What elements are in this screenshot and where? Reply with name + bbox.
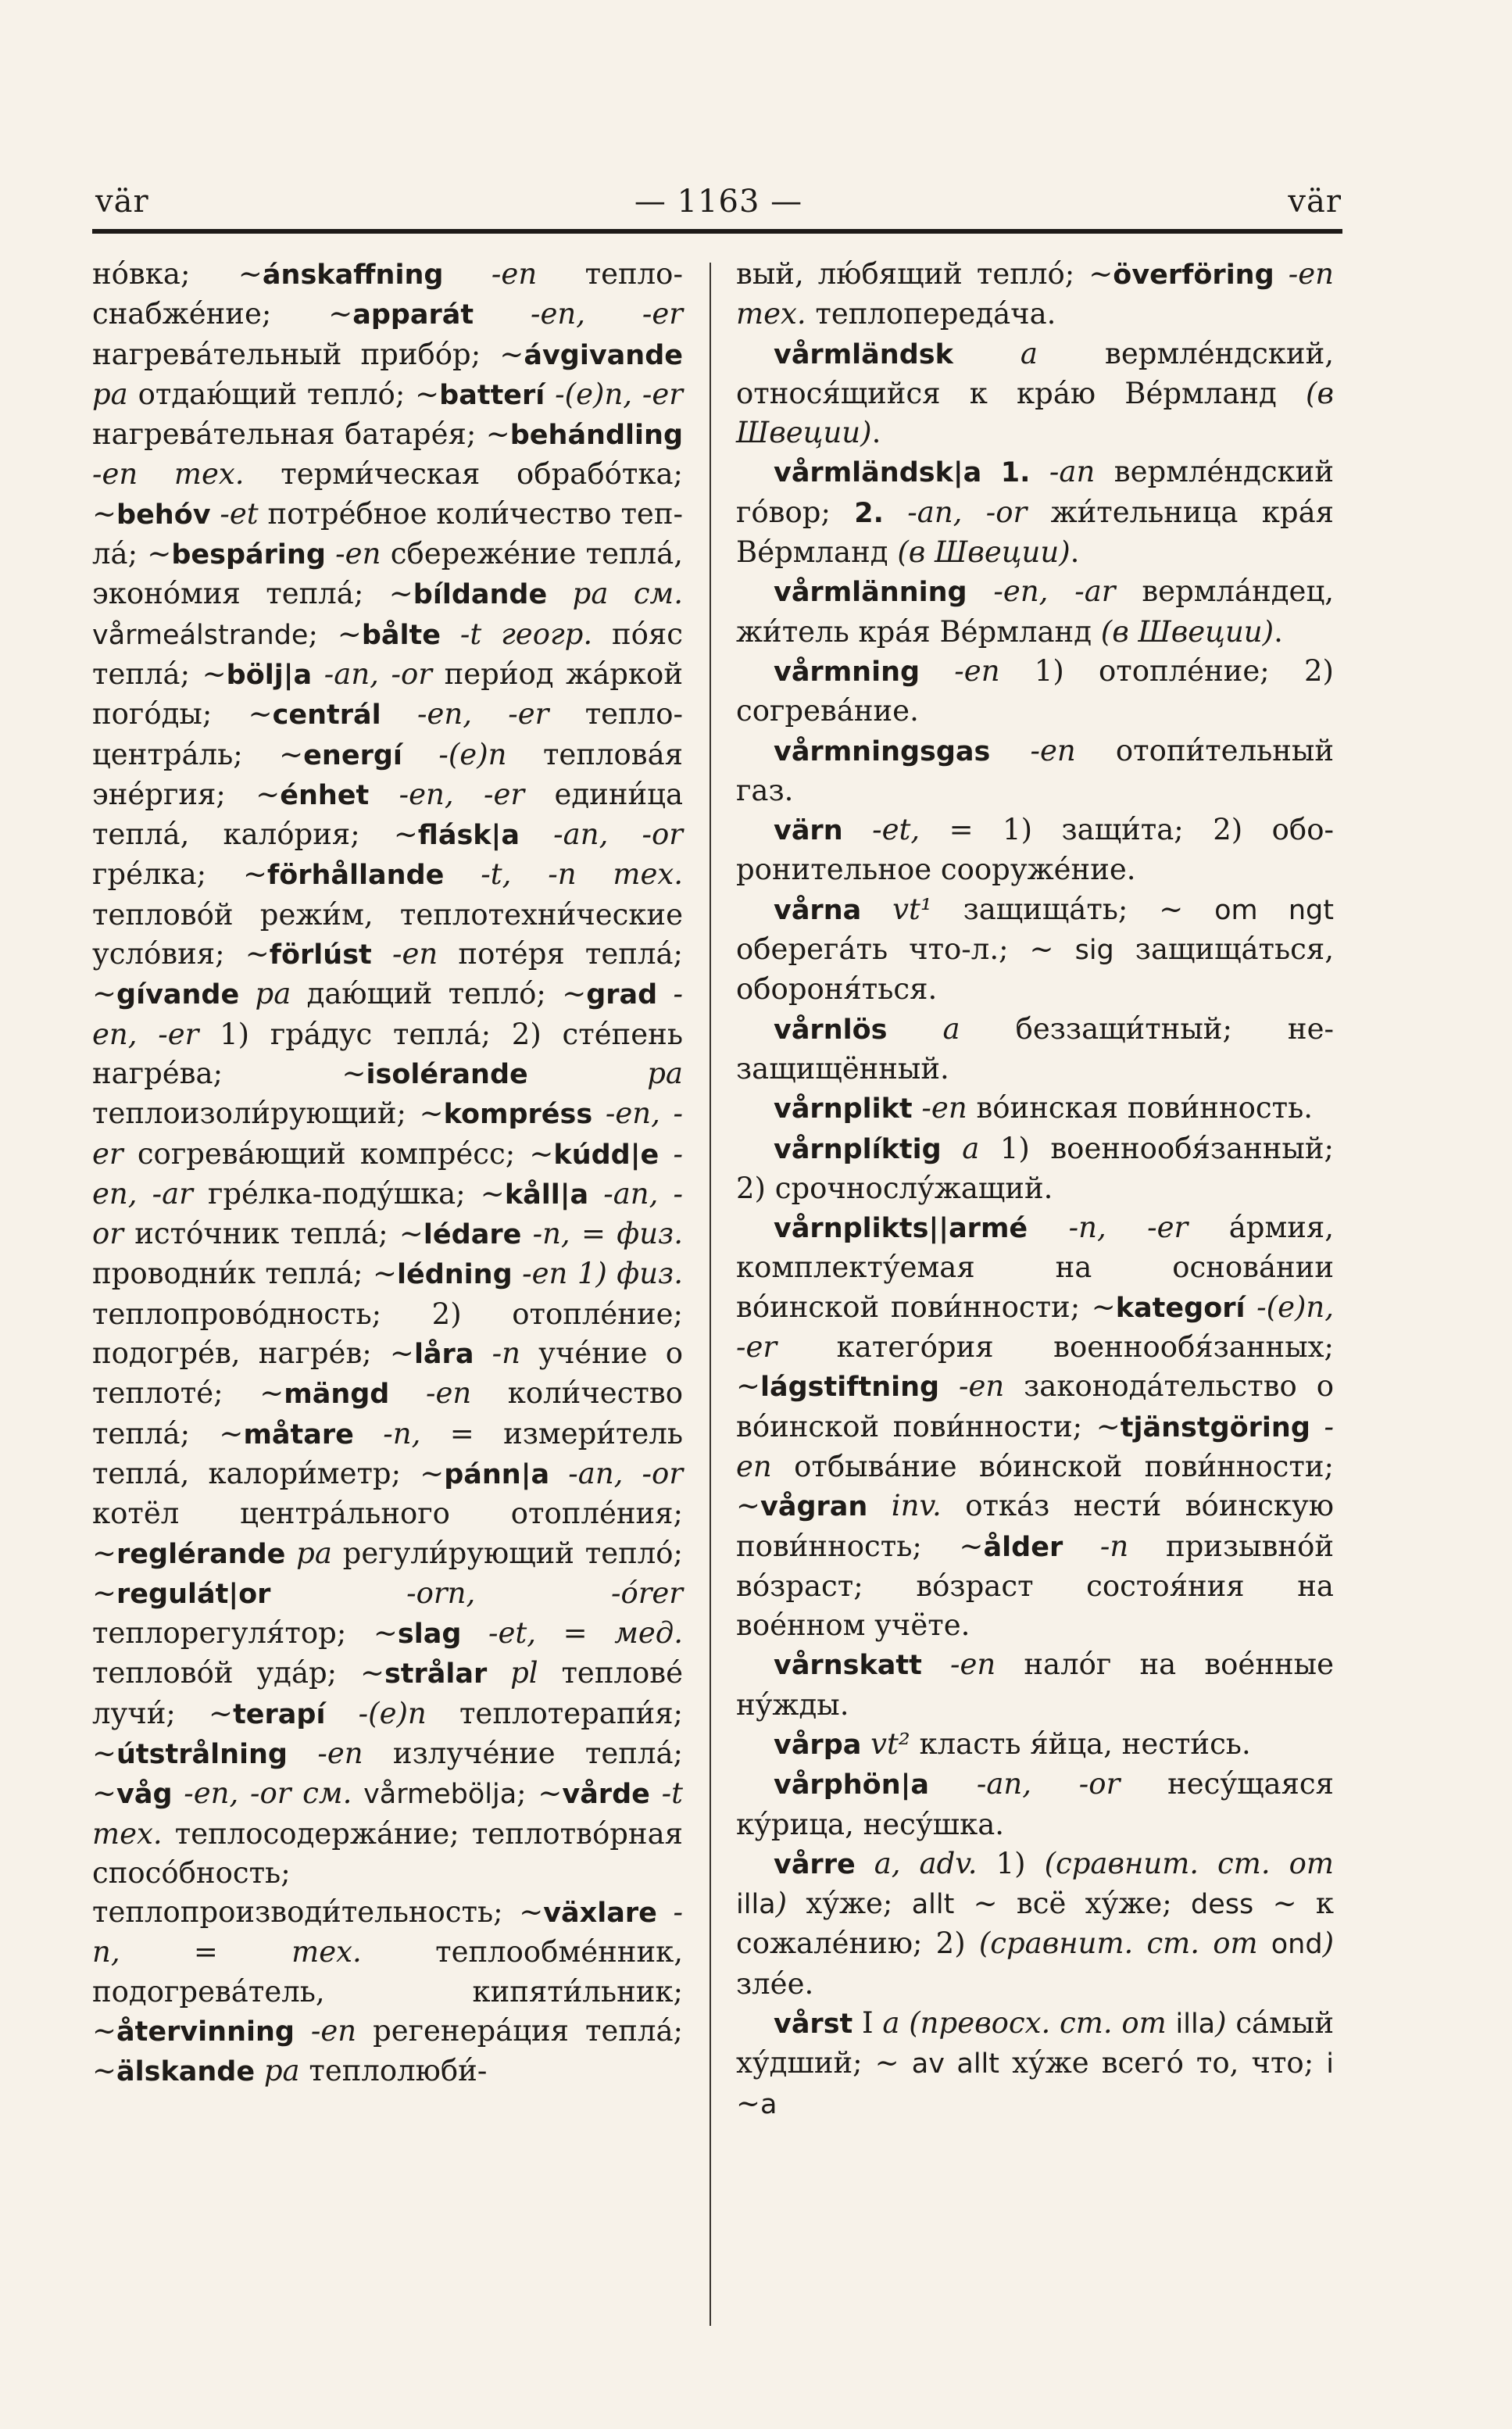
headword: låra xyxy=(413,1339,474,1371)
grammar-note: a (превосх. ст. от xyxy=(882,2006,1176,2041)
translation-text: отопи́тельный газ. xyxy=(736,733,1334,807)
grammar-note: a xyxy=(941,1131,1000,1165)
translation-text: отдаю́щий тепло́; ~ xyxy=(138,377,440,411)
translation-text: во́инская пови́нность. xyxy=(976,1091,1313,1125)
swedish-text: i xyxy=(1326,2048,1334,2080)
right-column xyxy=(736,255,1334,2124)
grammar-note: (в Швеции) xyxy=(897,535,1071,570)
grammar-note: ) xyxy=(1215,2006,1227,2041)
page-number: — 1163 — xyxy=(634,184,803,220)
translation-text: согрева́ющий компре́сс; ~ xyxy=(137,1136,554,1171)
headword: terapí xyxy=(233,1698,326,1730)
grammar-note: a xyxy=(953,336,1106,370)
translation-text: несу́щаяся ку́рица, несу́шка. xyxy=(736,1767,1334,1841)
translation-text xyxy=(981,455,1001,488)
headword: ålder xyxy=(983,1531,1063,1563)
translation-text: исто́чник тепла́; ~ xyxy=(134,1217,424,1251)
dictionary-entry xyxy=(736,1645,1334,1725)
translation-text: са́мый ху́дший; ~ xyxy=(736,2006,1335,2080)
grammar-note: a xyxy=(887,1011,1016,1046)
dictionary-entry xyxy=(736,1129,1334,1209)
headword: 1. xyxy=(1000,457,1031,489)
headword: vågran xyxy=(760,1491,868,1523)
translation-text: 1) военнообя́занный; 2) срочнослу́жащий. xyxy=(736,1131,1334,1205)
headword: värn xyxy=(774,815,843,847)
grammar-note: pa см. xyxy=(547,577,683,611)
headword: vårphön|a xyxy=(774,1769,930,1801)
translation-text: ; ~ xyxy=(308,617,362,651)
translation-text: котёл центра́льного отопле́ния; ~ xyxy=(92,1497,683,1570)
headword: vårpa xyxy=(774,1729,862,1761)
dictionary-entry xyxy=(736,1089,1334,1129)
swedish-text: om ngt xyxy=(1214,894,1334,926)
headword: vårmning xyxy=(774,656,920,688)
swedish-text: a xyxy=(760,2088,777,2120)
grammar-note: pa xyxy=(285,1536,343,1570)
header-rule xyxy=(92,229,1342,234)
grammar-note: -en, -er xyxy=(92,977,683,1051)
grammar-note: -(e)n xyxy=(402,737,543,771)
grammar-note: (в Швеции) xyxy=(1100,614,1274,649)
translation-text: оберега́ть что-л.; ~ xyxy=(736,932,1075,967)
headword: reglérande xyxy=(116,1538,286,1570)
translation-text: теплоснабже́ние; ~ xyxy=(92,257,683,331)
translation-text: теплово́й режи́м, теплотехни́ческие усло́вия; ~ xyxy=(92,897,683,971)
grammar-note: -n xyxy=(474,1336,539,1371)
translation-text: нагрева́тельный прибо́р; ~ xyxy=(92,337,524,371)
translation-text: вый, лю́бящий тепло́; ~ xyxy=(736,257,1113,291)
swedish-text: illa xyxy=(736,1889,776,1921)
dictionary-entry xyxy=(736,572,1334,652)
dictionary-entry xyxy=(736,453,1334,572)
translation-text: ху́же всего́ то, что; xyxy=(999,2046,1327,2080)
headword: 2. xyxy=(854,497,884,529)
translation-text: теплове́ лучи́; ~ xyxy=(92,1656,683,1730)
grammar-note: -en, -er xyxy=(92,1096,683,1171)
grammar-note: -t, -n тех. xyxy=(444,857,684,892)
grammar-note: -en тех. xyxy=(736,257,1334,331)
swedish-text: allt xyxy=(911,1889,955,1921)
headword: vårst xyxy=(774,2009,853,2041)
headword: vårmländsk|a xyxy=(774,457,982,489)
grammar-note: -an, -or xyxy=(929,1767,1168,1801)
translation-text: пери́од жа́ркой пого́ды; ~ xyxy=(92,656,683,732)
translation-text: катего́рия военнообя́занных; ~ xyxy=(736,1330,1334,1404)
grammar-note: -en xyxy=(920,653,1035,688)
grammar-note: vt² xyxy=(861,1726,920,1761)
translation-text: уче́ние о теплоте́; ~ xyxy=(92,1336,683,1411)
translation-text: теплопрово́дность; 2) отопле́ние; подогре́в, нагре́в; ~ xyxy=(92,1297,683,1371)
headword: batterí xyxy=(439,379,545,411)
headword: regulát|or xyxy=(116,1578,271,1610)
translation-text: теплоцентра́ль; ~ xyxy=(92,697,684,771)
headword: kompréss xyxy=(443,1099,593,1131)
translation-text: проводни́к тепла́; ~ xyxy=(92,1257,397,1291)
headword: apparát xyxy=(352,299,474,331)
grammar-note: -an xyxy=(1030,455,1114,489)
grammar-note: -an, -or xyxy=(92,1176,683,1251)
headword: växlare xyxy=(543,1898,657,1930)
translation-text: терми́ческая обрабо́тка; ~ xyxy=(92,457,683,531)
grammar-note: (сравнит. ст. от xyxy=(1044,1846,1334,1880)
headword: måtare xyxy=(243,1418,354,1451)
translation-text: едини́ца тепла́, кало́рия; ~ xyxy=(92,777,683,852)
grammar-note: -en, -er xyxy=(474,297,683,331)
grammar-note: -en, -ar xyxy=(92,1136,683,1211)
dictionary-entry xyxy=(736,1208,1334,1645)
translation-text: излуче́ние тепла́; ~ xyxy=(92,1736,683,1811)
headword: strålar xyxy=(384,1658,488,1690)
headword: lédning xyxy=(396,1259,513,1291)
headword: lédare xyxy=(423,1219,522,1251)
headword: vårre xyxy=(774,1848,856,1880)
grammar-note: -en, -er xyxy=(369,777,555,811)
translation-text: 1) защи́та; 2) оборонительное сооруже́ние. xyxy=(736,813,1334,887)
dictionary-entry xyxy=(736,1844,1334,2004)
headword: överföring xyxy=(1113,259,1274,291)
headword: centrál xyxy=(272,699,381,732)
grammar-note: -en xyxy=(990,733,1116,767)
swedish-text: av allt xyxy=(911,2048,999,2080)
translation-text: класть я́йца, нести́сь. xyxy=(919,1726,1251,1761)
dictionary-entry xyxy=(736,1725,1334,1765)
headword: ávgivande xyxy=(524,339,683,371)
swedish-text: ond xyxy=(1271,1929,1323,1961)
grammar-note: -en, -ar xyxy=(967,574,1142,609)
headword: vårnplíktig xyxy=(774,1133,942,1165)
grammar-note: -en xyxy=(288,1736,393,1770)
translation-text: теплообме́нник, подогрева́тель, кипяти́льник; ~ xyxy=(92,1935,683,2048)
translation-text: регенера́ция тепла́; ~ xyxy=(92,2014,683,2088)
headword: vårmländsk xyxy=(774,338,953,370)
grammar-note: (сравнит. ст. от xyxy=(978,1926,1271,1961)
headword: mängd xyxy=(284,1379,390,1411)
translation-text: даю́щий тепло́; ~ xyxy=(306,977,587,1011)
grammar-note: pa xyxy=(527,1056,683,1090)
grammar-note: -an, -or xyxy=(519,817,683,852)
translation-text: регули́рующий тепло́; ~ xyxy=(92,1536,683,1610)
grammar-note: -(e)n, -er xyxy=(736,1290,1334,1365)
translation-text: теплолюби́- xyxy=(309,2054,488,2088)
translation-text: ~ всё ху́же; xyxy=(954,1887,1192,1921)
headword: bålte xyxy=(361,619,441,651)
headword: vårnlös xyxy=(774,1014,888,1046)
headword: vårnskatt xyxy=(774,1650,922,1682)
translation-text: теплосодержа́ние; теплотво́рная спосо́бность; теплопроизводи́тельность; ~ xyxy=(92,1816,683,1930)
translation-text: гре́лка-поду́шка; ~ xyxy=(207,1176,505,1211)
grammar-note: -an, -or xyxy=(312,656,445,691)
headword: kåll|a xyxy=(504,1179,589,1211)
grammar-note: (в Швеции) xyxy=(736,376,1334,450)
translation-text: отбыва́ние во́инской пови́нности; ~ xyxy=(736,1449,1334,1523)
translation-text: 1) отопле́ние; 2) согрева́ние. xyxy=(736,653,1334,728)
headword: förhållande xyxy=(266,860,445,892)
headword: ánskaffning xyxy=(262,259,444,291)
headword: vårde xyxy=(562,1779,650,1811)
translation-text: теплотерапи́я; ~ xyxy=(92,1696,683,1770)
grammar-note: -en xyxy=(921,1647,1024,1682)
translation-text: но́вка; ~ xyxy=(92,257,263,291)
left-column xyxy=(92,255,683,2092)
header-right-guide-word: vär xyxy=(1288,184,1342,220)
headword: útstrålning xyxy=(116,1738,288,1770)
translation-text: нало́г на вое́нные ну́жды. xyxy=(736,1647,1334,1722)
grammar-note: -(e)n xyxy=(325,1696,459,1730)
translation-text: ху́же; xyxy=(787,1887,912,1921)
headword: kategorí xyxy=(1115,1292,1246,1324)
grammar-note: vt¹ xyxy=(861,892,963,926)
grammar-note: -et, = xyxy=(842,813,1003,847)
entry-paragraph xyxy=(92,255,683,2092)
headword: älskande xyxy=(116,2056,256,2088)
dictionary-entry xyxy=(736,1765,1334,1844)
headword: énhet xyxy=(280,779,370,811)
translation-text: ~ xyxy=(736,2086,761,2120)
grammar-note: -et, = мед. xyxy=(461,1616,683,1651)
translation-text: измери́тель тепла́, калори́метр; ~ xyxy=(92,1416,683,1490)
grammar-note: pa xyxy=(255,2054,309,2088)
translation-text: вермле́ндский го́вор; xyxy=(736,455,1335,529)
dictionary-entry xyxy=(736,2004,1334,2124)
headword: flásk|a xyxy=(417,820,520,852)
translation-text: . xyxy=(1274,614,1283,649)
dictionary-entry xyxy=(736,890,1334,1010)
translation-text: беззащи́тный; незащищённый. xyxy=(736,1011,1334,1086)
grammar-note: -en xyxy=(912,1091,977,1125)
headword: energí xyxy=(303,739,402,771)
headword: vårnplikts||armé xyxy=(774,1213,1028,1245)
translation-text: призывно́й во́зраст; во́зраст состоя́ния на вое́нном учёте. xyxy=(736,1529,1334,1643)
translation-text: поте́ря тепла́; ~ xyxy=(92,937,683,1011)
grammar-note: ) xyxy=(1322,1926,1334,1961)
headword: bespáring xyxy=(171,539,326,571)
grammar-note: -n, = тех. xyxy=(92,1895,683,1969)
translation-text: по́яс тепла́; ~ xyxy=(92,617,684,691)
headword: grad xyxy=(586,979,658,1011)
translation-text: теплопереда́ча. xyxy=(815,297,1056,331)
translation-text: теплово́й уда́р; ~ xyxy=(92,1656,384,1690)
headword: vårna xyxy=(774,894,862,926)
translation-text: . xyxy=(871,416,881,450)
headword: återvinning xyxy=(116,2016,295,2048)
grammar-note: -en xyxy=(736,1409,1334,1483)
grammar-note: -en xyxy=(939,1369,1024,1404)
translation-text: 1) xyxy=(995,1846,1045,1880)
translation-text: вермла́ндец, жи́тель кра́я Ве́рмланд xyxy=(736,574,1334,649)
translation-text: потре́бное коли́чество тепла́; ~ xyxy=(92,496,683,571)
grammar-note: pa xyxy=(239,977,307,1011)
grammar-note: -en тех. xyxy=(92,457,281,492)
headword: isolérande xyxy=(366,1058,528,1090)
translation-text: жи́тельница кра́я Ве́рмланд xyxy=(736,495,1334,570)
grammar-note: -n, = xyxy=(353,1416,504,1451)
grammar-note: -t тех. xyxy=(92,1776,683,1851)
grammar-note: -an, -or xyxy=(549,1456,684,1490)
grammar-note: -et xyxy=(210,496,268,531)
translation-text: защища́ться, обороня́ться. xyxy=(736,932,1334,1007)
grammar-note: -en, -er xyxy=(381,697,585,732)
headword: vårmningsgas xyxy=(774,735,991,767)
headword: slag xyxy=(397,1619,462,1651)
translation-text: законода́тельство о во́инской пови́нности; ~ xyxy=(736,1369,1334,1443)
grammar-note: -n, = физ. xyxy=(521,1217,683,1251)
grammar-note: -en 1) физ. xyxy=(512,1257,684,1291)
column-divider xyxy=(710,263,711,2326)
translation-text: 1) гра́дус тепла́; 2) сте́пень нагре́ва; ~ xyxy=(92,1017,683,1090)
swedish-text: vårmebölja xyxy=(363,1779,517,1811)
dictionary-entry xyxy=(736,732,1334,811)
grammar-note: ) xyxy=(775,1887,788,1921)
grammar-note: -en, -or см. xyxy=(172,1776,364,1811)
grammar-note: -orn, -órer xyxy=(270,1576,683,1610)
headword: lágstiftning xyxy=(760,1372,940,1404)
headword: bölj|a xyxy=(226,659,313,691)
headword: kúdd|e xyxy=(553,1139,659,1171)
dictionary-entry xyxy=(736,810,1334,890)
grammar-note: pl xyxy=(487,1656,562,1690)
grammar-note: -n xyxy=(1063,1529,1166,1563)
grammar-note: inv. xyxy=(867,1489,966,1523)
translation-text: сбереже́ние тепла́, эконо́мия тепла́; ~ xyxy=(92,537,683,611)
translation-text: ; ~ xyxy=(517,1776,563,1811)
swedish-text: illa xyxy=(1175,2009,1216,2041)
grammar-note: pa xyxy=(92,377,138,411)
grammar-note: -en xyxy=(389,1376,508,1411)
translation-text: ~ к сожале́нию; 2) xyxy=(736,1887,1334,1961)
headword: behóv xyxy=(116,499,211,531)
header-left-guide-word: vär xyxy=(95,184,149,220)
translation-text: нагрева́тельная батаре́я; ~ xyxy=(92,417,510,452)
translation-text: теплова́я эне́ргия; ~ xyxy=(92,737,683,811)
translation-text: теплоизоли́рующий; ~ xyxy=(92,1096,444,1131)
grammar-note: -(e)n, -er xyxy=(545,377,683,411)
translation-text: коли́чество тепла́; ~ xyxy=(92,1376,683,1451)
grammar-note: -en xyxy=(294,2014,374,2048)
headword: behándling xyxy=(509,420,683,452)
dictionary-entry xyxy=(736,255,1334,334)
headword: förlúst xyxy=(269,939,372,971)
headword: pánn|a xyxy=(444,1458,550,1490)
headword: gívande xyxy=(116,979,240,1011)
translation-text: отка́з нести́ во́инскую пови́нность; ~ xyxy=(736,1489,1334,1563)
grammar-note: -an, -or xyxy=(883,495,1051,529)
headword: tjänstgöring xyxy=(1120,1411,1310,1443)
dictionary-entry xyxy=(736,334,1334,453)
swedish-text: dess xyxy=(1191,1889,1254,1921)
headword: bíldande xyxy=(413,579,548,611)
swedish-text: vårmeálstrande xyxy=(92,619,309,651)
swedish-text: sig xyxy=(1074,935,1114,967)
headword: vårmlänning xyxy=(774,577,967,609)
grammar-note: -en xyxy=(325,537,391,571)
grammar-note: -t геогр. xyxy=(440,617,612,651)
dictionary-entry xyxy=(736,1010,1334,1089)
grammar-note: -n, -er xyxy=(1028,1211,1229,1245)
page-header xyxy=(95,178,1342,225)
headword: vårnplikt xyxy=(774,1093,913,1125)
grammar-note: a, adv. xyxy=(855,1846,996,1880)
translation-text: гре́лка; ~ xyxy=(92,857,267,892)
grammar-note: -en xyxy=(371,937,459,971)
translation-text: I xyxy=(853,2006,883,2041)
translation-text: . xyxy=(1070,535,1080,570)
translation-text: защища́ть; ~ xyxy=(963,892,1215,926)
dictionary-entry xyxy=(736,652,1334,732)
translation-text: а́рмия, комплекту́емая на основа́нии во́инской пови́нности; ~ xyxy=(736,1211,1334,1324)
grammar-note: -en xyxy=(443,257,585,291)
translation-text: вермле́ндский, относя́щийся к кра́ю Ве́рмланд xyxy=(736,336,1334,410)
translation-text: зле́е. xyxy=(736,1966,814,2001)
headword: våg xyxy=(116,1779,173,1811)
translation-text: теплорегуля́тор; ~ xyxy=(92,1616,398,1651)
